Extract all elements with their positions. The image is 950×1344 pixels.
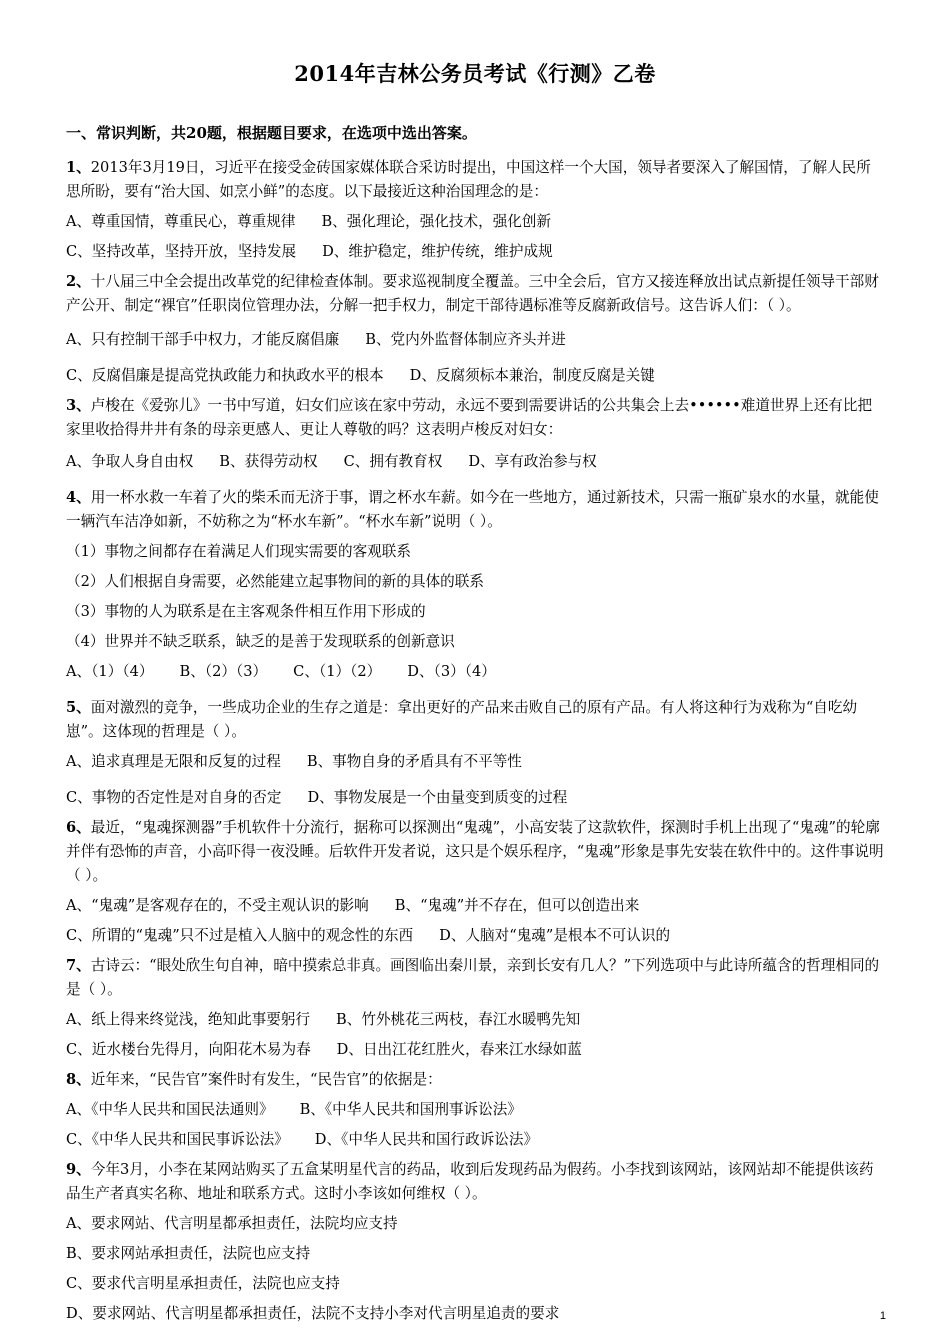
option-c: C、坚持改革，坚持开放，坚持发展: [66, 243, 297, 260]
option-c: C、拥有教育权: [343, 453, 443, 470]
question-number: 4、: [66, 489, 91, 506]
statement-3: （3）事物的人为联系是在主客观条件相互作用下形成的: [66, 603, 426, 620]
question-7: [66, 954, 884, 1062]
option-b: B、党内外监督体制应齐头并进: [365, 331, 566, 348]
question-stem: 近年来，“民告官”案件时有发生，“民告官”的依据是：: [90, 1071, 442, 1088]
question-list: [66, 156, 884, 1326]
option-b: B、（2）（3）: [179, 663, 268, 680]
question-number: 3、: [66, 397, 91, 414]
statement-2: （2）人们根据自身需要，必然能建立起事物间的新的具体的联系: [66, 573, 484, 590]
option-d: D、（3）（4）: [407, 663, 496, 680]
question-stem: 用一杯水救一车着了火的柴禾而无济于事，谓之杯水车薪。如今在一些地方，通过新技术，只需一瓶矿泉水的水量，就能使一辆汽车洁净如新，不妨称之为“杯水车新”。“杯水车新”说明（ ）。: [66, 489, 879, 530]
option-c: C、事物的否定性是对自身的否定: [66, 789, 282, 806]
question-number: 6、: [66, 819, 91, 836]
option-c: C、所谓的“鬼魂”只不过是植入人脑中的观念性的东西: [66, 927, 414, 944]
option-b: B、“鬼魂”并不存在，但可以创造出来: [394, 897, 640, 914]
option-row: [66, 660, 884, 684]
option-c: C、反腐倡廉是提高党执政能力和执政水平的根本: [66, 367, 384, 384]
option-d: D、维护稳定，维护传统，维护成规: [322, 243, 553, 260]
option-row: [66, 210, 884, 234]
option-row: [66, 328, 884, 352]
page-number: 1: [879, 1310, 886, 1322]
option-d: D、《中华人民共和国行政诉讼法》: [314, 1131, 539, 1148]
question-2: [66, 270, 884, 388]
question-9: [66, 1158, 884, 1326]
question-number: 8、: [66, 1071, 91, 1088]
question-4: [66, 486, 884, 684]
option-d: D、要求网站、代言明星都承担责任，法院不支持小李对代言明星追责的要求: [66, 1305, 560, 1322]
option-row: [66, 750, 884, 774]
option-a: A、要求网站、代言明星都承担责任，法院均应支持: [66, 1215, 398, 1232]
option-row: [66, 1128, 884, 1152]
question-8: [66, 1068, 884, 1152]
option-b: B、要求网站承担责任，法院也应支持: [66, 1245, 311, 1262]
option-a: A、“鬼魂”是客观存在的，不受主观认识的影响: [66, 897, 369, 914]
question-number: 5、: [66, 699, 91, 716]
option-b: B、竹外桃花三两枝，春江水暖鸭先知: [336, 1011, 581, 1028]
option-a: A、纸上得来终觉浅，绝知此事要躬行: [66, 1011, 311, 1028]
option-c: C、《中华人民共和国民事诉讼法》: [66, 1131, 289, 1148]
option-d: D、享有政治参与权: [468, 453, 597, 470]
option-a: A、追求真理是无限和反复的过程: [66, 753, 281, 770]
question-5: [66, 696, 884, 810]
option-a: A、尊重国情，尊重民心，尊重规律: [66, 213, 296, 230]
question-stem: 十八届三中全会提出改革党的纪律检查体制。要求巡视制度全覆盖。三中全会后，官方又接连释放出试点新提任领导干部财产公开、制定“裸官”任职岗位管理办法，分解一把手权力，制定干部待遇标准等反腐新政信号。这告诉人们：（ ）。: [66, 273, 879, 314]
question-stem: 2013年3月19日，习近平在接受金砖国家媒体联合采访时提出，中国这样一个大国，领导者要深入了解国情，了解人民所思所盼，要有“治大国、如烹小鲜”的态度。以下最接近这种治国理念的是：: [66, 159, 871, 200]
option-b: B、强化理论，强化技术，强化创新: [321, 213, 552, 230]
option-d: D、日出江花红胜火，春来江水绿如蓝: [336, 1041, 582, 1058]
option-a: A、只有控制干部手中权力，才能反腐倡廉: [66, 331, 340, 348]
question-number: 9、: [66, 1161, 91, 1178]
option-row: [66, 786, 884, 810]
document-title: 2014年吉林公务员考试《行测》乙卷: [294, 61, 656, 86]
option-a: A、（1）（4）: [66, 663, 154, 680]
option-row: [66, 450, 884, 474]
question-6: [66, 816, 884, 948]
option-b: B、事物自身的矛盾具有不平等性: [306, 753, 522, 770]
option-c: C、近水楼台先得月，向阳花木易为春: [66, 1041, 311, 1058]
question-3: [66, 394, 884, 474]
question-stem: 面对激烈的竞争，一些成功企业的生存之道是：拿出更好的产品来击败自己的原有产品。有人将这种行为戏称为“自吃幼崽”。这体现的哲理是（ ）。: [66, 699, 858, 740]
question-stem: 最近，“鬼魂探测器”手机软件十分流行，据称可以探测出“鬼魂”，小高安装了这款软件，探测时手机上出现了“鬼魂”的轮廓并伴有恐怖的声音，小高吓得一夜没睡。后软件开发者说，这只是个娱乐程序，“鬼魂”形象是事先安装在软件中的。这件事说明（ ）。: [66, 819, 884, 884]
statement-4: （4）世界并不缺乏联系，缺乏的是善于发现联系的创新意识: [66, 633, 455, 650]
question-1: [66, 156, 884, 264]
option-row: [66, 1008, 884, 1032]
option-row: [66, 240, 884, 264]
question-stem: 卢梭在《爱弥儿》一书中写道，妇女们应该在家中劳动，永远不要到需要讲话的公共集会上去••••••难道世界上还有比把家里收拾得井井有条的母亲更感人、更让人尊敬的吗？这表明卢梭反对妇女：: [66, 397, 873, 438]
question-stem: 今年3月，小李在某网站购买了五盒某明星代言的药品，收到后发现药品为假药。小李找到该网站，该网站却不能提供该药品生产者真实名称、地址和联系方式。这时小李该如何维权（ ）。: [66, 1161, 874, 1202]
option-row: [66, 894, 884, 918]
question-stem: 古诗云：“眼处欣生句自神，暗中摸索总非真。画图临出秦川景，亲到长安有几人？”下列选项中与此诗所蕴含的哲理相同的是（ ）。: [66, 957, 880, 998]
section-heading: 一、常识判断，共20题，根据题目要求，在选项中选出答案。: [66, 124, 477, 142]
option-a: A、《中华人民共和国民法通则》: [66, 1101, 274, 1118]
option-b: B、《中华人民共和国刑事诉讼法》: [299, 1101, 522, 1118]
option-d: D、事物发展是一个由量变到质变的过程: [307, 789, 568, 806]
option-row: [66, 1038, 884, 1062]
question-number: 1、: [66, 159, 91, 176]
option-d: D、人脑对“鬼魂”是根本不可认识的: [439, 927, 671, 944]
option-row: [66, 364, 884, 388]
option-row: [66, 1098, 884, 1122]
option-b: B、获得劳动权: [219, 453, 318, 470]
statement-1: （1）事物之间都存在着满足人们现实需要的客观联系: [66, 543, 411, 560]
question-number: 2、: [66, 273, 91, 290]
option-d: D、反腐须标本兼治，制度反腐是关键: [409, 367, 655, 384]
option-row: [66, 924, 884, 948]
option-c: C、（1）（2）: [293, 663, 382, 680]
option-a: A、争取人身自由权: [66, 453, 194, 470]
option-c: C、要求代言明星承担责任，法院也应支持: [66, 1275, 340, 1292]
question-number: 7、: [66, 957, 91, 974]
